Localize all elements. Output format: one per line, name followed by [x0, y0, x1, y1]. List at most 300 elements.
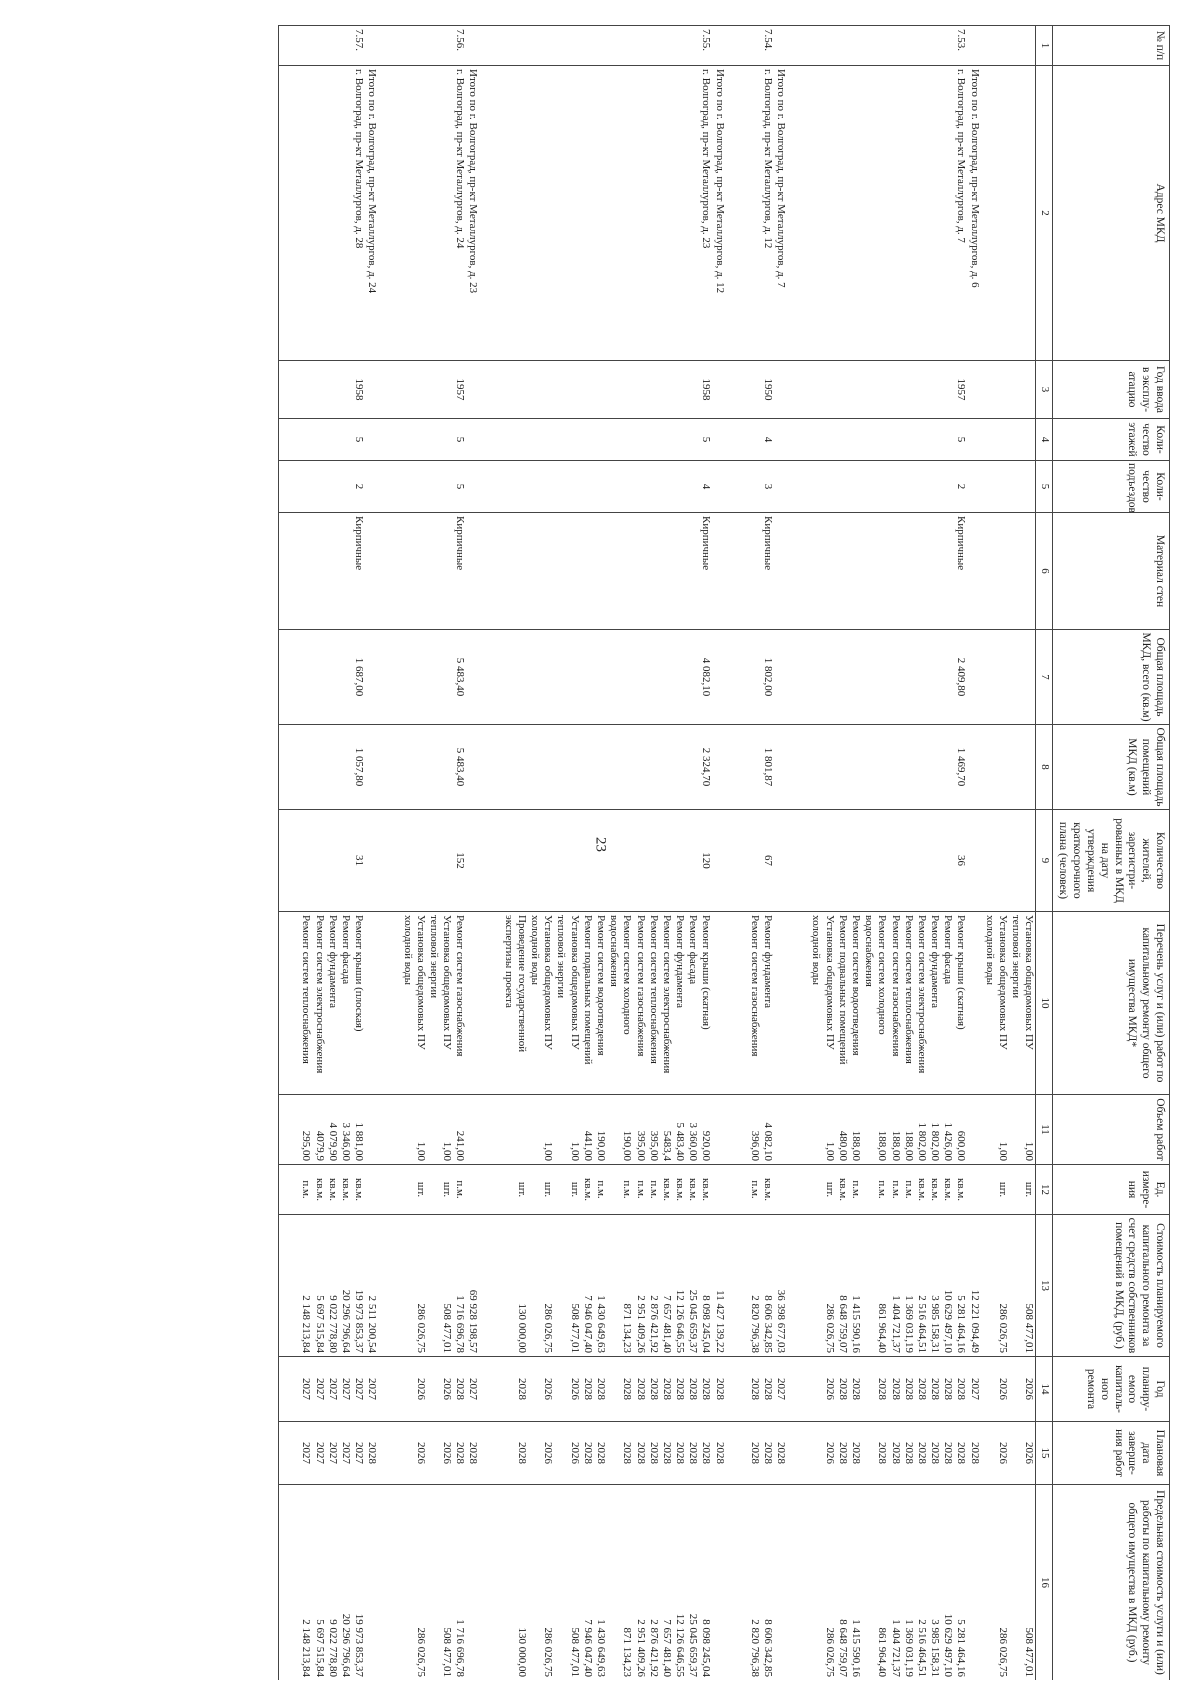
empty-cell [983, 513, 1009, 630]
empty-cell [312, 361, 325, 419]
building-address: г. Волгоград, пр-кт Металлургов, д. 28 [352, 66, 365, 361]
column-number: 9 [1036, 810, 1052, 912]
work-year: 2027 [339, 1357, 352, 1422]
work-volume: 1 426,00 [941, 1095, 954, 1165]
work-description: Ремонт крыши (скатная) [954, 912, 967, 1095]
work-cost-limit: 8 648 759,07 [836, 1485, 849, 1681]
empty-cell [528, 419, 554, 461]
work-cost: 8 606 342,85 [761, 1215, 774, 1357]
work-completion-date: 2028 [699, 1422, 712, 1485]
empty-cell [836, 810, 849, 912]
work-cost: 5 697 515,84 [312, 1215, 325, 1357]
work-unit: кв.м. [326, 1165, 339, 1215]
empty-cell [339, 461, 352, 513]
work-cost-limit: 9 022 778,80 [326, 1485, 339, 1681]
building-row [761, 26, 774, 1681]
work-volume: 5483,4 [660, 1095, 673, 1165]
empty-cell [774, 1485, 789, 1681]
work-description: Ремонт систем водоотведения [849, 912, 862, 1095]
empty-cell [915, 630, 928, 725]
empty-cell [581, 419, 594, 461]
work-row [594, 26, 607, 1681]
empty-cell [713, 513, 728, 630]
total-row [365, 26, 380, 1681]
work-unit: п.м. [633, 1165, 646, 1215]
empty-cell [1009, 630, 1036, 725]
work-row [380, 26, 426, 1681]
empty-cell [581, 461, 594, 513]
empty-cell [941, 361, 954, 419]
empty-cell [312, 630, 325, 725]
work-cost: 10 629 497,10 [941, 1215, 954, 1357]
row-number: 7.54. [761, 26, 774, 66]
work-row [836, 26, 849, 1681]
work-cost: 25 045 659,37 [686, 1215, 699, 1357]
work-volume: 1,00 [1009, 1095, 1036, 1165]
empty-cell [862, 725, 888, 810]
work-completion-date: 2027 [352, 1422, 365, 1485]
page-number: 23 [592, 837, 609, 852]
work-description: Ремонт систем электроснабжения [915, 912, 928, 1095]
work-unit: кв.м. [339, 1165, 352, 1215]
wall-material: Кирпичные [453, 513, 466, 630]
empty-cell [673, 810, 686, 912]
work-cost: 2 951 409,26 [633, 1215, 646, 1357]
work-volume: 241,00 [453, 1095, 466, 1165]
work-completion-date: 2028 [862, 1422, 888, 1485]
work-completion-date: 2028 [647, 1422, 660, 1485]
work-description: Ремонт фундамента [326, 912, 339, 1095]
work-year: 2026 [380, 1357, 426, 1422]
column-header: Коли-чество подъездов [1052, 461, 1169, 513]
empty-cell [862, 419, 888, 461]
empty-cell [862, 26, 888, 66]
work-year: 2028 [888, 1357, 901, 1422]
empty-cell [279, 461, 313, 513]
work-volume [482, 1095, 528, 1165]
work-completion-date: 2028 [761, 1422, 774, 1485]
total-area: 2 409,80 [954, 630, 967, 725]
work-description: Ремонт фасада [339, 912, 352, 1095]
empty-cell [326, 810, 339, 912]
empty-cell [380, 513, 426, 630]
floor-count: 5 [699, 419, 712, 461]
work-cost: 130 000,00 [482, 1215, 528, 1357]
empty-cell [365, 419, 380, 461]
total-year: 2027 [365, 1357, 380, 1422]
empty-cell [713, 361, 728, 419]
work-description: Ремонт систем теплоснабжения [647, 912, 660, 1095]
entrance-count: 5 [453, 461, 466, 513]
work-volume: 1 802,00 [928, 1095, 941, 1165]
empty-cell [836, 66, 849, 361]
empty-cell [427, 461, 453, 513]
empty-cell [660, 66, 673, 361]
empty-cell [647, 725, 660, 810]
empty-cell [660, 26, 673, 66]
empty-cell [983, 26, 1009, 66]
empty-cell [427, 26, 453, 66]
work-completion-date: 2028 [928, 1422, 941, 1485]
empty-cell [902, 513, 915, 630]
empty-cell [728, 513, 761, 630]
empty-cell [941, 630, 954, 725]
empty-cell [849, 26, 862, 66]
empty-cell [983, 810, 1009, 912]
work-year: 2028 [941, 1357, 954, 1422]
work-completion-date: 2028 [453, 1422, 466, 1485]
empty-cell [836, 513, 849, 630]
work-cost-limit: 7 657 481,40 [660, 1485, 673, 1681]
work-row [789, 26, 835, 1681]
empty-cell [774, 1165, 789, 1215]
work-description: Ремонт крыши (скатная) [699, 912, 712, 1095]
work-unit: кв.м. [699, 1165, 712, 1215]
empty-cell [466, 810, 481, 912]
empty-cell [888, 461, 901, 513]
empty-cell [686, 461, 699, 513]
empty-cell [647, 361, 660, 419]
column-header: Перечень услуг и (или) работ по капитальному ремонту общего имущества МКД* [1052, 912, 1169, 1095]
empty-cell [686, 810, 699, 912]
empty-cell [466, 912, 481, 1095]
column-number: 10 [1036, 912, 1052, 1095]
empty-cell [728, 461, 761, 513]
empty-cell [427, 725, 453, 810]
work-row [482, 26, 528, 1681]
work-volume: 295,00 [279, 1095, 313, 1165]
empty-cell [365, 26, 380, 66]
empty-cell [380, 361, 426, 419]
empty-cell [968, 361, 983, 419]
column-number: 3 [1036, 361, 1052, 419]
header-row [1052, 26, 1169, 1681]
column-header: Предельная стоимость услуги и (или) работы по капитальному ремонту общего имущества в МКД (руб.) [1052, 1485, 1169, 1681]
empty-cell [713, 1165, 728, 1215]
empty-cell [774, 912, 789, 1095]
empty-cell [888, 810, 901, 912]
empty-cell [279, 810, 313, 912]
work-description: Ремонт подвальных помещений [581, 912, 594, 1095]
work-unit: п.м. [279, 1165, 313, 1215]
work-cost-limit: 871 134,23 [607, 1485, 633, 1681]
total-address: Итого по г. Волгоград, пр-кт Металлургов, д. 6 [968, 66, 983, 361]
empty-cell [849, 461, 862, 513]
empty-cell [554, 630, 580, 725]
empty-cell [902, 66, 915, 361]
empty-cell [528, 630, 554, 725]
work-cost-limit: 12 126 646,55 [673, 1485, 686, 1681]
empty-cell [581, 361, 594, 419]
capital-repair-table [278, 25, 1170, 1680]
entrance-count: 2 [954, 461, 967, 513]
work-year: 2026 [554, 1357, 580, 1422]
empty-cell [789, 725, 835, 810]
work-completion-date: 2028 [836, 1422, 849, 1485]
work-cost: 7 657 481,40 [660, 1215, 673, 1357]
empty-cell [686, 66, 699, 361]
empty-cell [554, 66, 580, 361]
empty-cell [673, 630, 686, 725]
work-year: 2028 [647, 1357, 660, 1422]
wall-material: Кирпичные [954, 513, 967, 630]
empty-cell [581, 810, 594, 912]
work-completion-date: 2028 [581, 1422, 594, 1485]
empty-cell [528, 26, 554, 66]
empty-cell [728, 26, 761, 66]
empty-cell [365, 912, 380, 1095]
work-cost: 2 876 421,92 [647, 1215, 660, 1357]
work-cost-limit: 5 697 515,84 [312, 1485, 325, 1681]
work-cost-limit: 7 946 047,40 [581, 1485, 594, 1681]
work-cost-limit: 3 985 158,31 [928, 1485, 941, 1681]
empty-cell [789, 461, 835, 513]
work-description: Ремонт систем газоснабжения [728, 912, 761, 1095]
wall-material: Кирпичные [352, 513, 365, 630]
empty-cell [528, 361, 554, 419]
work-cost-limit: 861 964,40 [862, 1485, 888, 1681]
empty-cell [941, 725, 954, 810]
work-row [660, 26, 673, 1681]
total-area: 1 687,00 [352, 630, 365, 725]
empty-cell [482, 725, 528, 810]
work-completion-date: 2028 [941, 1422, 954, 1485]
work-row [279, 26, 313, 1681]
work-description: Установка общедомовых ПУ холодной воды [528, 912, 554, 1095]
work-completion-date: 2026 [380, 1422, 426, 1485]
empty-cell [928, 810, 941, 912]
commissioning-year: 1957 [453, 361, 466, 419]
empty-cell [849, 810, 862, 912]
work-completion-date: 2026 [789, 1422, 835, 1485]
work-volume: 920,00 [699, 1095, 712, 1165]
empty-cell [554, 810, 580, 912]
work-year: 2028 [581, 1357, 594, 1422]
column-header: № п/п [1052, 26, 1169, 66]
row-number: 7.56. [453, 26, 466, 66]
work-year: 2026 [983, 1357, 1009, 1422]
empty-cell [915, 810, 928, 912]
empty-cell [312, 513, 325, 630]
empty-cell [380, 461, 426, 513]
total-address: Итого по г. Волгоград, пр-кт Металлургов, д. 23 [466, 66, 481, 361]
work-cost: 2 820 796,38 [728, 1215, 761, 1357]
empty-cell [466, 419, 481, 461]
column-number: 8 [1036, 725, 1052, 810]
empty-cell [789, 513, 835, 630]
empty-cell [686, 361, 699, 419]
work-unit: кв.м. [673, 1165, 686, 1215]
empty-cell [581, 513, 594, 630]
wall-material: Кирпичные [761, 513, 774, 630]
empty-cell [849, 513, 862, 630]
empty-cell [581, 66, 594, 361]
empty-cell [482, 630, 528, 725]
empty-cell [380, 810, 426, 912]
work-volume: 188,00 [888, 1095, 901, 1165]
empty-cell [466, 461, 481, 513]
work-volume: 3 360,00 [686, 1095, 699, 1165]
empty-cell [836, 361, 849, 419]
commissioning-year: 1958 [352, 361, 365, 419]
work-unit: кв.м. [836, 1165, 849, 1215]
empty-cell [928, 66, 941, 361]
commissioning-year: 1957 [954, 361, 967, 419]
empty-cell [633, 26, 646, 66]
column-number: 14 [1036, 1357, 1052, 1422]
empty-cell [849, 66, 862, 361]
empty-cell [673, 513, 686, 630]
work-unit: п.м. [902, 1165, 915, 1215]
work-completion-date: 2028 [660, 1422, 673, 1485]
work-unit: шт. [554, 1165, 580, 1215]
empty-cell [607, 419, 633, 461]
work-completion-date: 2028 [633, 1422, 646, 1485]
empty-cell [528, 461, 554, 513]
commissioning-year: 1950 [761, 361, 774, 419]
work-row [888, 26, 901, 1681]
empty-cell [1009, 513, 1036, 630]
total-area: 5 483,40 [453, 630, 466, 725]
residents-count: 31 [352, 810, 365, 912]
work-volume: 1,00 [789, 1095, 835, 1165]
work-unit: кв.м. [686, 1165, 699, 1215]
empty-cell [774, 419, 789, 461]
empty-cell [427, 513, 453, 630]
work-cost-limit: 25 045 659,37 [686, 1485, 699, 1681]
empty-cell [427, 810, 453, 912]
empty-cell [862, 66, 888, 361]
empty-cell [888, 419, 901, 461]
total-cost: 11 427 139,22 [713, 1215, 728, 1357]
total-row [774, 26, 789, 1681]
column-header: Плановая дата заверше-ния работ [1052, 1422, 1169, 1485]
table-header [1036, 26, 1170, 1681]
work-cost: 12 126 646,55 [673, 1215, 686, 1357]
column-header: Стоимость планируемого капитального ремонта за счет средств собственников помещений в МКД, (руб.) [1052, 1215, 1169, 1357]
empty-cell [633, 361, 646, 419]
work-description: Ремонт систем газоснабжения [888, 912, 901, 1095]
empty-cell [915, 419, 928, 461]
empty-cell [581, 725, 594, 810]
work-completion-date: 2027 [339, 1422, 352, 1485]
empty-cell [968, 1485, 983, 1681]
empty-cell [1009, 26, 1036, 66]
building-address: г. Волгоград, пр-кт Металлургов, д. 23 [699, 66, 712, 361]
work-cost: 286 026,75 [983, 1215, 1009, 1357]
work-completion-date: 2027 [279, 1422, 313, 1485]
residents-count: 152 [453, 810, 466, 912]
work-completion-date: 2028 [915, 1422, 928, 1485]
empty-cell [774, 1095, 789, 1165]
column-number-row [1036, 26, 1052, 1681]
empty-cell [326, 630, 339, 725]
work-cost-limit: 508 477,01 [554, 1485, 580, 1681]
empty-cell [941, 810, 954, 912]
work-volume: 188,00 [862, 1095, 888, 1165]
work-year: 2028 [607, 1357, 633, 1422]
empty-cell [686, 630, 699, 725]
empty-cell [983, 361, 1009, 419]
work-row [607, 26, 633, 1681]
empty-cell [594, 461, 607, 513]
work-description: Ремонт систем электроснабжения [312, 912, 325, 1095]
empty-cell [728, 630, 761, 725]
work-completion-date: 2028 [888, 1422, 901, 1485]
empty-cell [941, 419, 954, 461]
empty-cell [713, 1485, 728, 1681]
empty-cell [482, 26, 528, 66]
empty-cell [789, 361, 835, 419]
work-unit: шт. [1009, 1165, 1036, 1215]
empty-cell [686, 725, 699, 810]
empty-cell [774, 461, 789, 513]
work-volume: 3 346,00 [339, 1095, 352, 1165]
empty-cell [862, 361, 888, 419]
empty-cell [941, 461, 954, 513]
work-unit: п.м. [647, 1165, 660, 1215]
work-description: Ремонт фундамента [928, 912, 941, 1095]
work-row [312, 26, 325, 1681]
empty-cell [326, 513, 339, 630]
empty-cell [728, 810, 761, 912]
work-cost: 508 477,01 [554, 1215, 580, 1357]
row-number: 7.57. [352, 26, 365, 66]
empty-cell [928, 361, 941, 419]
work-description: Установка общедомовых ПУ холодной воды [789, 912, 835, 1095]
row-number: 7.55. [699, 26, 712, 66]
work-year: 2028 [761, 1357, 774, 1422]
empty-cell [633, 810, 646, 912]
empty-cell [594, 513, 607, 630]
empty-cell [941, 26, 954, 66]
empty-cell [594, 725, 607, 810]
work-completion-date: 2028 [482, 1422, 528, 1485]
work-unit: шт. [427, 1165, 453, 1215]
work-completion-date: 2028 [849, 1422, 862, 1485]
work-volume: 441,00 [581, 1095, 594, 1165]
work-completion-date: 2028 [594, 1422, 607, 1485]
work-row [1009, 26, 1036, 1681]
column-number: 12 [1036, 1165, 1052, 1215]
empty-cell [380, 630, 426, 725]
empty-cell [686, 26, 699, 66]
empty-cell [279, 725, 313, 810]
building-row [453, 26, 466, 1681]
empty-cell [862, 461, 888, 513]
column-number: 13 [1036, 1215, 1052, 1357]
empty-cell [915, 725, 928, 810]
work-volume: 1 802,00 [915, 1095, 928, 1165]
empty-cell [339, 361, 352, 419]
work-unit: п.м. [594, 1165, 607, 1215]
document-sheet [30, 25, 1170, 1680]
work-unit: п.м. [862, 1165, 888, 1215]
work-cost: 508 477,01 [1009, 1215, 1036, 1357]
work-cost-limit: 1 430 649,63 [594, 1485, 607, 1681]
empty-cell [836, 630, 849, 725]
empty-cell [673, 361, 686, 419]
empty-cell [482, 419, 528, 461]
work-row [902, 26, 915, 1681]
work-volume: 1,00 [528, 1095, 554, 1165]
empty-cell [427, 361, 453, 419]
work-cost-limit: 2 876 421,92 [647, 1485, 660, 1681]
work-description: Ремонт фасада [941, 912, 954, 1095]
work-row [941, 26, 954, 1681]
work-volume: 4 079,90 [326, 1095, 339, 1165]
work-year: 2028 [954, 1357, 967, 1422]
